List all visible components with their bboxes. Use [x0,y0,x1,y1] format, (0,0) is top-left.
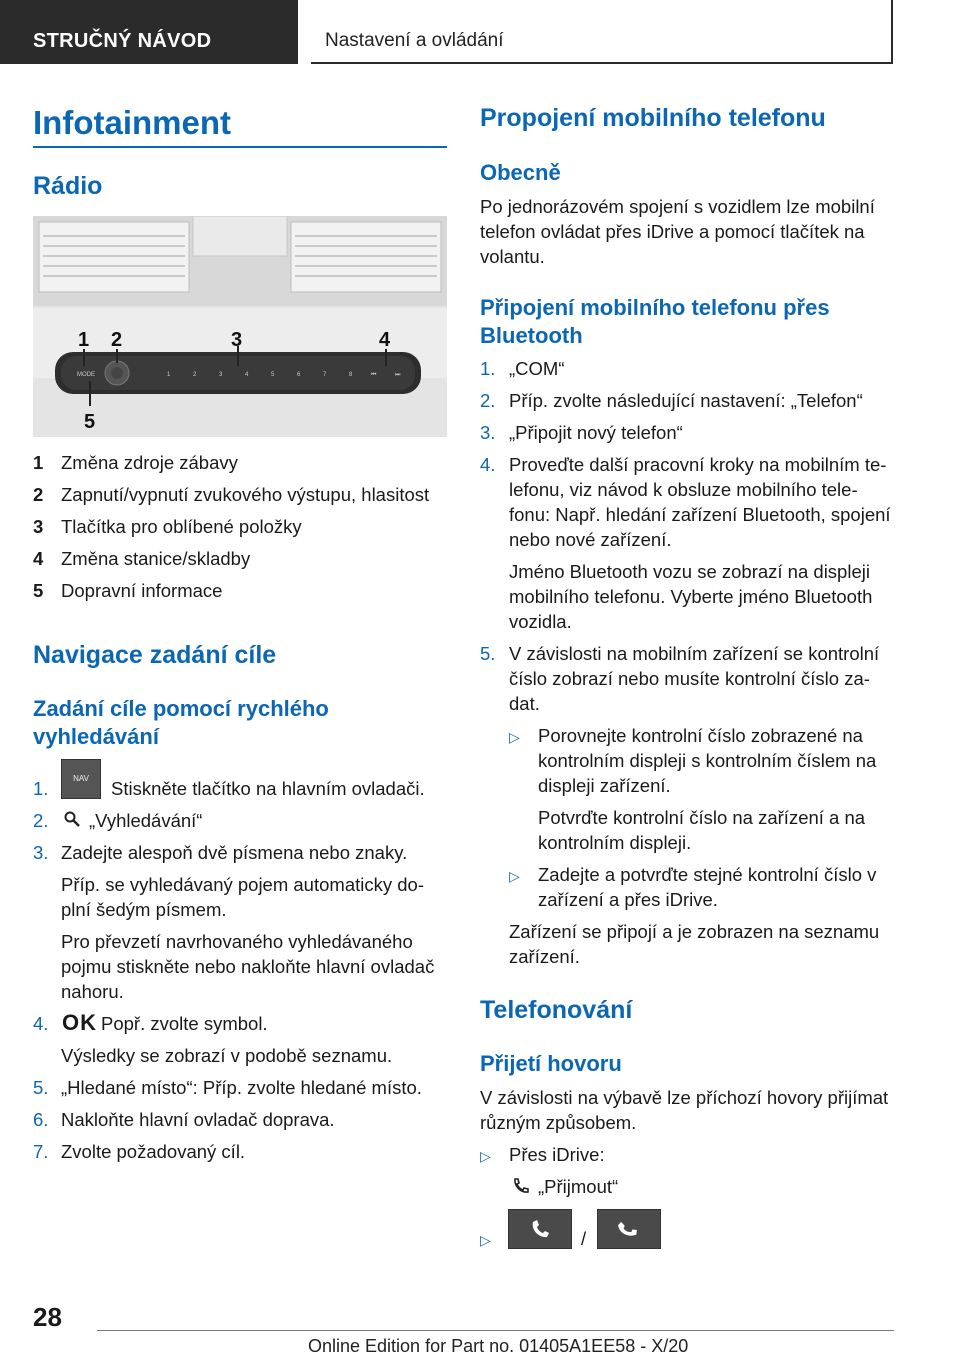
radio-key: 4 [245,372,249,378]
header-chapter-label: Nastavení a ovládání [325,30,504,51]
step-text: Pro převzetí navrhovaného vyhledávaného [61,931,413,952]
step-text: mobilního telefonu. Vyberte jméno Bluetooth [509,586,873,607]
step-text: kontrolním displeji. [538,832,692,853]
step-text: Příp. se vyhledávaný pojem automaticky do- [61,874,424,895]
paragraph-line: volantu. [480,246,545,267]
radio-key: 7 [323,372,327,378]
radio-key: 1 [167,372,171,378]
search-icon [63,809,81,835]
general-heading: Obecně [480,160,561,185]
bt-heading: Bluetooth [480,323,583,348]
bullet-triangle-icon: ▷ [480,1232,491,1248]
step-text: fonu: Např. hledání zařízení Bluetooth, spojení [509,504,891,525]
incoming-call-heading: Přijetí hovoru [480,1051,622,1076]
step-text: zařízení a přes iDrive. [538,889,718,910]
step-text: lefonu, viz návod k obsluze mobilního tele- [509,479,858,500]
step-text: Potvrďte kontrolní číslo na zařízení a na [538,807,866,828]
ok-symbol-icon: OK [62,1010,97,1035]
page-title: Infotainment [33,104,231,141]
subheading-line: vyhledávání [33,724,159,749]
header-section-label: STRUČNÝ NÁVOD [33,30,212,52]
callout-4: 4 [379,329,391,351]
radio-heading: Rádio [33,172,103,200]
header-chapter-tab [311,0,893,64]
step-text: kontrolním displeji s kontrolním číslem na [538,750,877,771]
nav-button-image: NAV [61,759,101,799]
paragraph-line: V závislosti na výbavě lze příchozí hovory přijímat [480,1087,889,1108]
callout-2: 2 [111,329,123,351]
footer-rule [97,1330,894,1331]
bullet-triangle-icon: ▷ [509,729,520,745]
callout-3: 3 [231,329,243,351]
svg-text:⏮: ⏮ [371,372,377,378]
bullet-triangle-icon: ▷ [509,868,520,884]
callout-1: 1 [78,329,90,351]
step-text: displeji zařízení. [538,775,671,796]
slash-separator: / [581,1228,587,1249]
telephoning-heading: Telefonování [480,996,633,1024]
accept-call-button-image [508,1209,572,1249]
step-text: zařízení. [509,946,580,967]
radio-key: 8 [349,372,353,378]
bt-heading: Připojení mobilního telefonu přes [480,295,830,320]
title-rule [33,146,447,148]
section-title: Propojení mobilního telefonu [480,104,826,132]
subheading-line: Zadání cíle pomocí rychlého [33,696,329,721]
page-number: 28 [33,1302,62,1332]
paragraph-line: různým způsobem. [480,1112,637,1133]
step-text: vozidla. [509,611,572,632]
step-text: nahoru. [61,981,124,1002]
step-text: Zařízení se připojí a je zobrazen na seznamu [509,921,880,942]
step-text: Výsledky se zobrazí v podobě seznamu. [61,1045,393,1066]
step-text: plní šedým písmem. [61,899,227,920]
header-section-tab [0,0,298,64]
step-text: dat. [509,693,540,714]
radio-key: 3 [219,372,223,378]
nav-heading: Navigace zadání cíle [33,641,277,669]
callout-5: 5 [84,411,96,433]
radio-key: 6 [297,372,301,378]
phone-icon [511,1176,531,1203]
step-text: pojmu stiskněte nebo nakloňte hlavní ovladač [61,956,435,977]
step-text: číslo zobrazí nebo musíte kontrolní číslo za- [509,668,870,689]
bullet-triangle-icon: ▷ [480,1148,491,1164]
paragraph-line: telefon ovládat přes iDrive a pomocí tlačítek na [480,221,865,242]
step-text: Jméno Bluetooth vozu se zobrazí na displeji [509,561,870,582]
radio-key: 2 [193,372,197,378]
step-text: nebo nové zařízení. [509,529,672,550]
svg-text:⏭: ⏭ [395,372,401,378]
radio-panel-image [33,216,447,437]
paragraph-line: Po jednorázovém spojení s vozidlem lze mobilní [480,196,875,217]
steering-wheel-phone-button-image [597,1209,661,1249]
radio-mode-key: MODE [77,372,95,378]
radio-key: 5 [271,372,275,378]
footer-edition: Online Edition for Part no. 01405A1EE58 - X/20 [308,1336,689,1356]
